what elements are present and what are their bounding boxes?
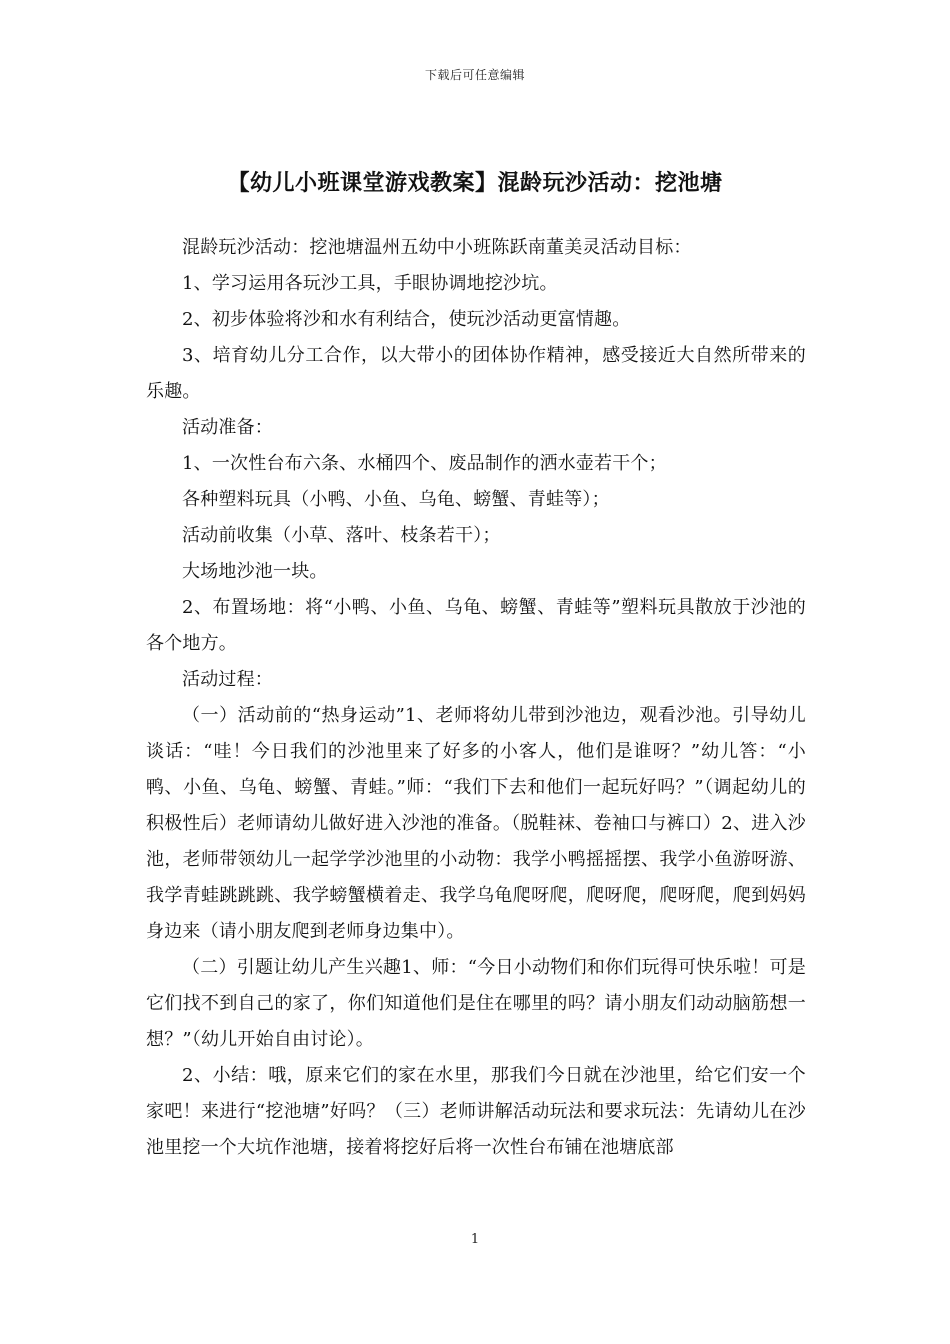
paragraph: 活动前收集（小草、落叶、枝条若干）； — [182, 525, 501, 546]
paragraph: 1、一次性台布六条、水桶四个、废品制作的洒水壶若干个； — [182, 453, 667, 474]
paragraph: 活动过程： — [182, 669, 273, 690]
paragraph: 大场地沙池一块。 — [182, 561, 328, 582]
document-body — [146, 230, 806, 1166]
paragraph: 活动准备： — [182, 417, 273, 438]
page-number: 1 — [470, 1232, 480, 1247]
paragraph: 2、小结：哦，原来它们的家在水里，那我们今日就在沙池里，给它们安一个家吧！来进行“挖池塘”好吗？（三）老师讲解活动玩法和要求玩法：先请幼儿在沙池里挖一个大坑作池塘，接着将挖好后将一次性台布铺在池塘底部 — [146, 1065, 806, 1158]
paragraph: （一）活动前的“热身运动”1、老师将幼儿带到沙池边，观看沙池。引导幼儿谈话：“哇！今日我们的沙池里来了好多的小客人，他们是谁呀？”幼儿答：“小鸭、小鱼、乌龟、螃蟹、青蛙。”师：“我们下去和他们一起玩好吗？”（调起幼儿的积极性后）老师请幼儿做好进入沙池的准备。（脱鞋袜、卷袖口与裤口）2、进入沙池，老师带领幼儿一起学学沙池里的小动物：我学小鸭摇摇摆、我学小鱼游呀游、我学青蛙跳跳跳、我学螃蟹横着走、我学乌龟爬呀爬，爬呀爬，爬呀爬，爬到妈妈身边来（请小朋友爬到老师身边集中）。 — [146, 705, 806, 942]
paragraph: 1、学习运用各玩沙工具，手眼协调地挖沙坑。 — [182, 273, 558, 294]
paragraph: 混龄玩沙活动：挖池塘温州五幼中小班陈跃南董美灵活动目标： — [182, 237, 692, 258]
paragraph: 2、布置场地：将“小鸭、小鱼、乌龟、螃蟹、青蛙等”塑料玩具散放于沙池的各个地方。 — [146, 597, 806, 654]
paragraph: （二）引题让幼儿产生兴趣1、师：“今日小动物们和你们玩得可快乐啦！可是它们找不到自己的家了，你们知道他们是住在哪里的吗？请小朋友们动动脑筋想一想？”（幼儿开始自由讨论）。 — [146, 957, 806, 1050]
paragraph: 2、初步体验将沙和水有利结合，使玩沙活动更富情趣。 — [182, 309, 631, 330]
paragraph: 各种塑料玩具（小鸭、小鱼、乌龟、螃蟹、青蛙等）； — [182, 489, 610, 510]
paragraph: 3、培育幼儿分工合作，以大带小的团体协作精神，感受接近大自然所带来的乐趣。 — [146, 345, 806, 402]
document-title: 【幼儿小班课堂游戏教案】混龄玩沙活动：挖池塘 — [227, 169, 723, 196]
page-header-note: 下载后可任意编辑 — [424, 68, 525, 82]
